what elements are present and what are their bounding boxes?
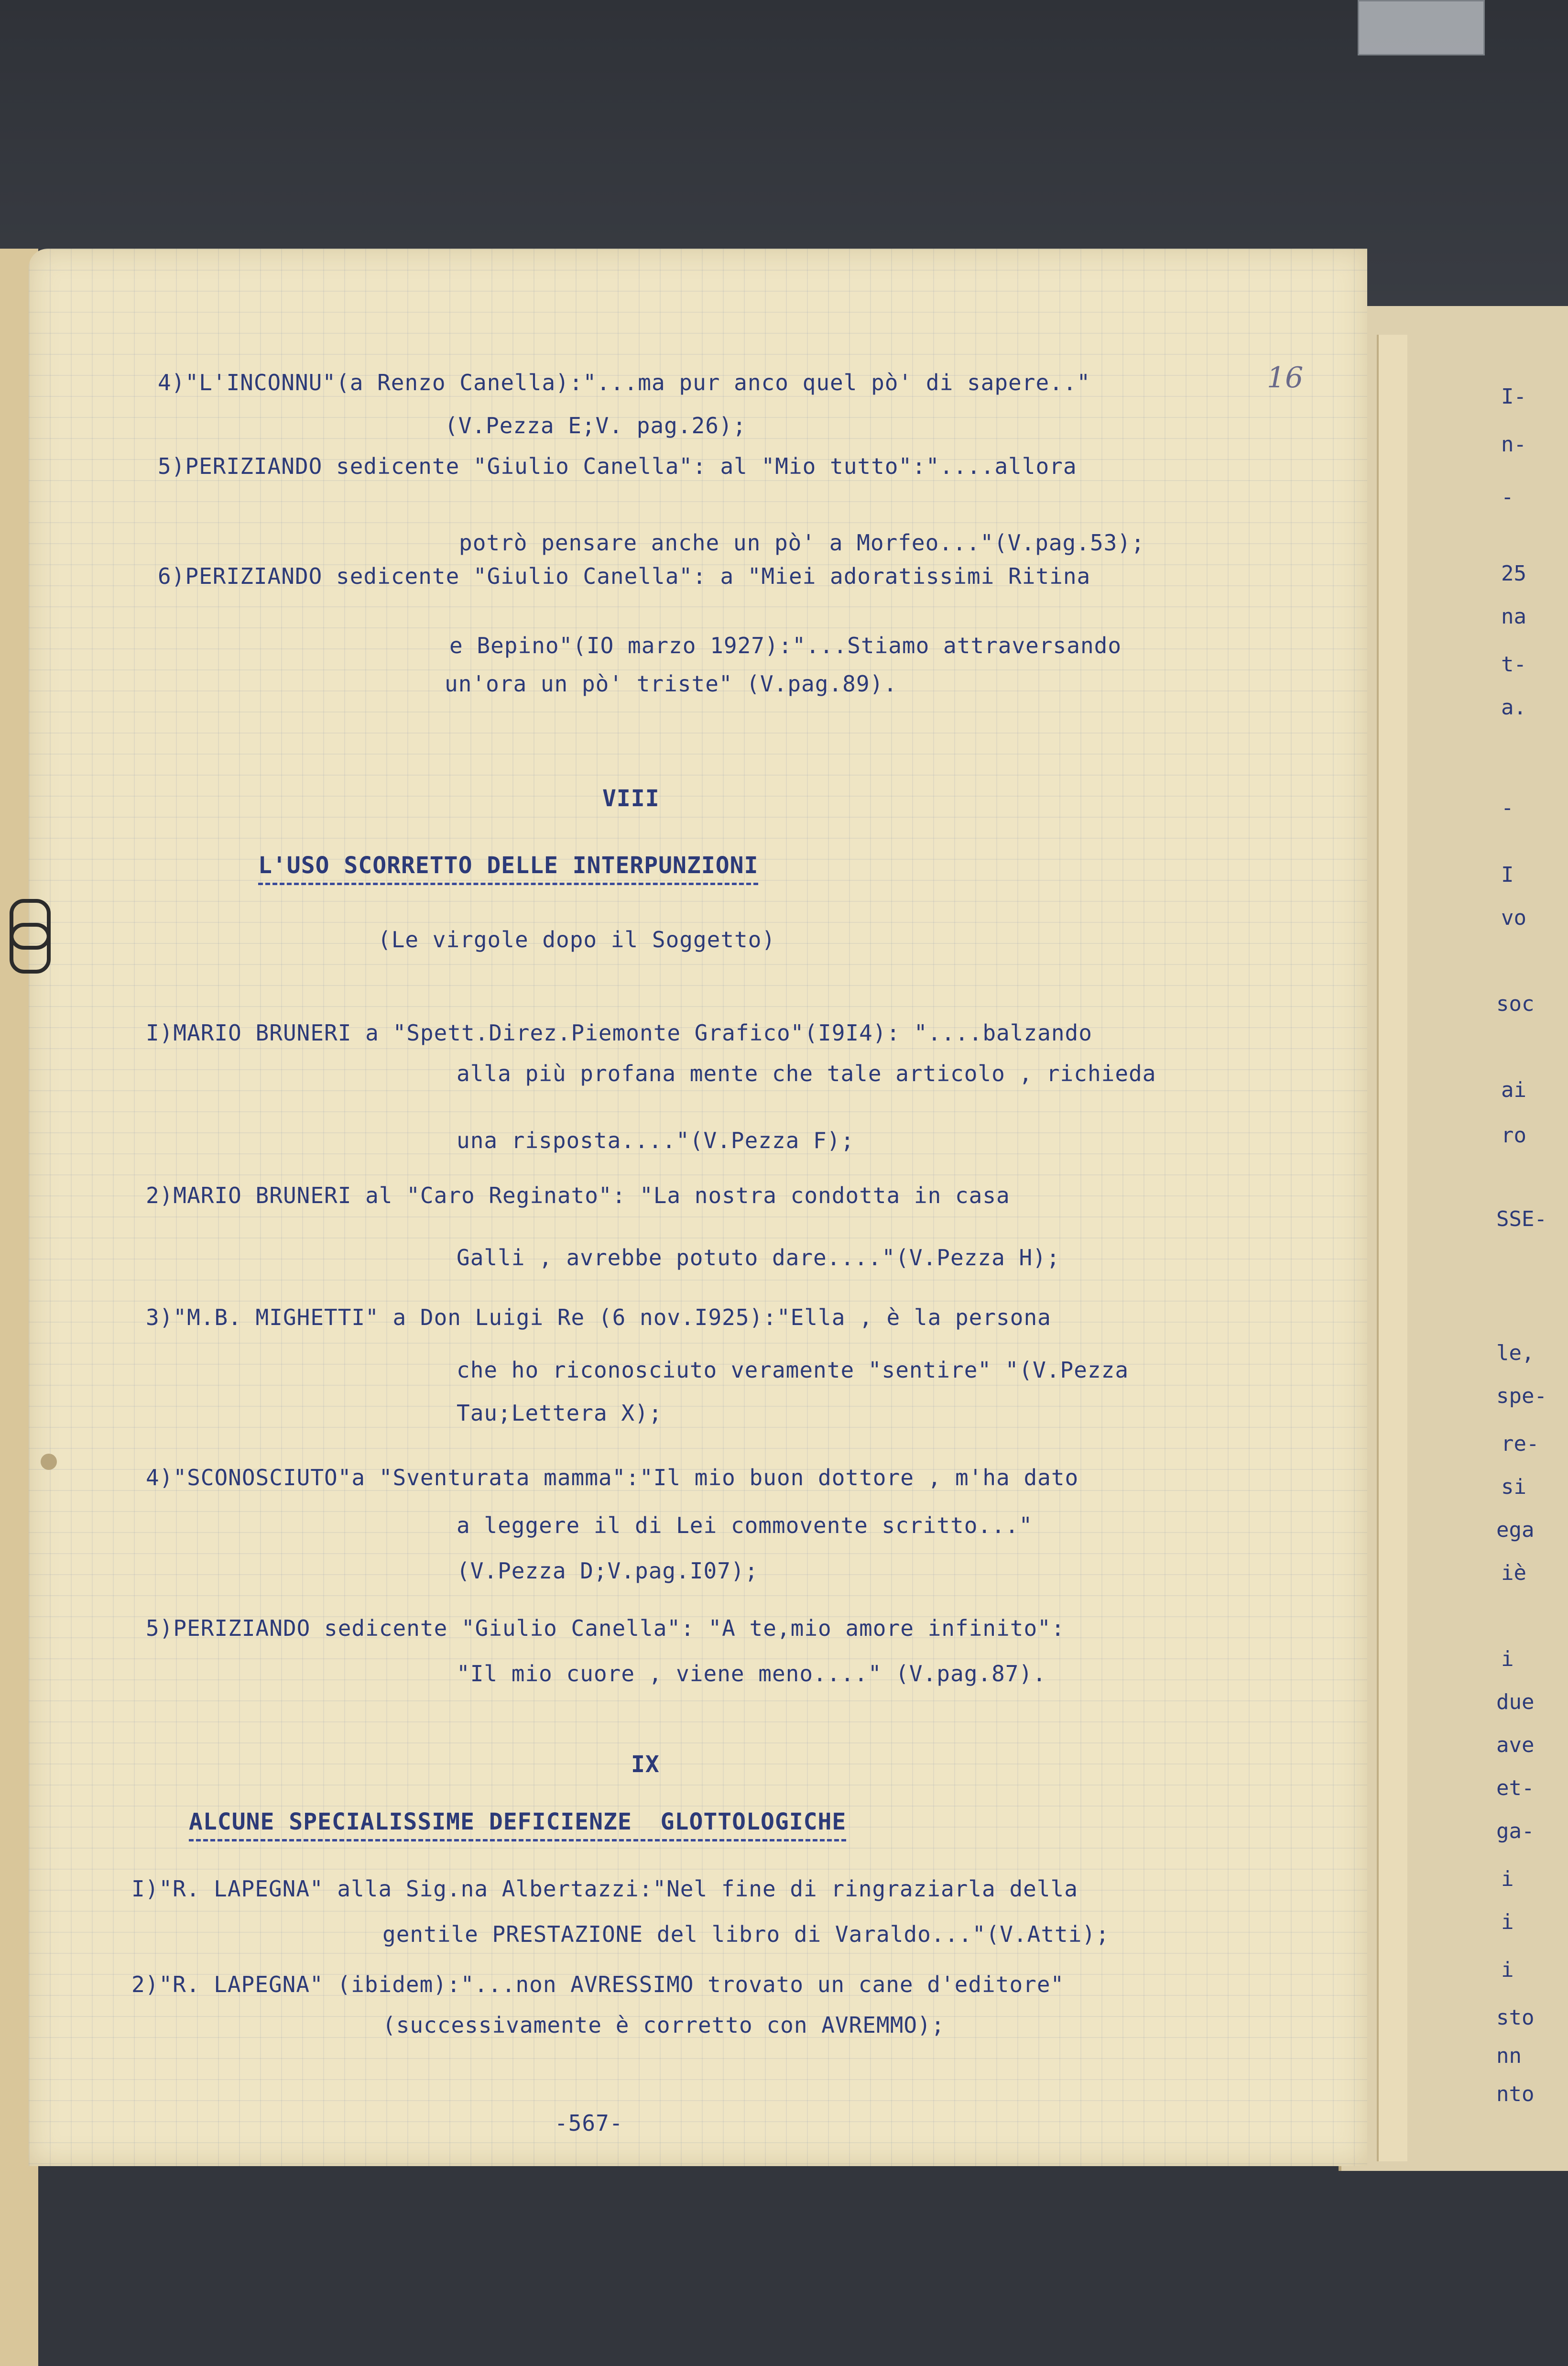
- margin-fragment: 25: [1501, 561, 1526, 586]
- margin-fragment: na: [1501, 604, 1526, 629]
- margin-fragment: t-: [1501, 652, 1526, 677]
- margin-fragment: i: [1501, 1647, 1514, 1671]
- text-line: 6)PERIZIANDO sedicente "Giulio Canella": a "Miei adoratissimi Ritina: [158, 563, 1091, 589]
- text-line: (successivamente è corretto con AVREMMO);: [382, 2012, 945, 2038]
- text-line: Tau;Lettera X);: [457, 1400, 663, 1426]
- margin-fragment: due: [1496, 1690, 1535, 1714]
- text-line: I)"R. LAPEGNA" alla Sig.na Albertazzi:"Nel fine di ringraziarla della: [131, 1876, 1078, 1902]
- text-line: I)MARIO BRUNERI a "Spett.Direz.Piemonte Grafico"(I9I4): "....balzando: [146, 1020, 1092, 1046]
- margin-fragment: i: [1501, 1958, 1514, 1982]
- margin-fragment: SSE-: [1496, 1207, 1547, 1231]
- margin-fragment: re-: [1501, 1432, 1539, 1456]
- text-line: 3)"M.B. MIGHETTI" a Don Luigi Re (6 nov.I925):"Ella , è la persona: [146, 1304, 1051, 1330]
- margin-fragment: le,: [1496, 1341, 1535, 1365]
- underlying-pages: [1339, 306, 1568, 2171]
- section-number: IX: [631, 1751, 660, 1778]
- text-line: 4)"L'INCONNU"(a Renzo Canella):"...ma pur anco quel pò' di sapere..": [158, 370, 1091, 395]
- text-line: (V.Pezza D;V.pag.I07);: [457, 1558, 759, 1584]
- section-title: L'USO SCORRETTO DELLE INTERPUNZIONI: [258, 851, 758, 885]
- margin-fragment: nto: [1496, 2082, 1535, 2106]
- margin-fragment: i: [1501, 1867, 1514, 1891]
- margin-fragment: I-: [1501, 384, 1526, 409]
- margin-fragment: vo: [1501, 906, 1526, 930]
- margin-fragment: ai: [1501, 1078, 1526, 1102]
- text-line: e Bepino"(IO marzo 1927):"...Stiamo attraversando: [449, 633, 1122, 658]
- text-line: 4)"SCONOSCIUTO"a "Sventurata mamma":"Il mio buon dottore , m'ha dato: [146, 1465, 1079, 1490]
- section-title: ALCUNE SPECIALISSIME DEFICIENZE GLOTTOLOGICHE: [189, 1807, 846, 1841]
- margin-fragment: soc: [1496, 992, 1535, 1016]
- margin-fragment: ave: [1496, 1733, 1535, 1757]
- text-line: che ho riconosciuto veramente "sentire" "(V.Pezza: [457, 1357, 1129, 1383]
- margin-fragment: -: [1501, 796, 1514, 820]
- section-subtitle: (Le virgole dopo il Soggetto): [378, 927, 776, 953]
- margin-fragment: nn: [1496, 2044, 1522, 2068]
- text-line: un'ora un pò' triste" (V.pag.89).: [445, 671, 897, 697]
- margin-fragment: a.: [1501, 695, 1526, 720]
- text-line: Galli , avrebbe potuto dare...."(V.Pezza H);: [457, 1245, 1060, 1271]
- text-line: a leggere il di Lei commovente scritto...": [457, 1512, 1033, 1538]
- binder-ring: [10, 923, 51, 974]
- margin-fragment: ro: [1501, 1123, 1526, 1148]
- text-line: gentile PRESTAZIONE del libro di Varaldo..."(V.Atti);: [382, 1921, 1110, 1947]
- margin-fragment: ega: [1496, 1518, 1535, 1542]
- page-number: -567-: [555, 2110, 623, 2136]
- text-line: 2)MARIO BRUNERI al "Caro Reginato": "La nostra condotta in casa: [146, 1183, 1010, 1208]
- folio-number: 16: [1267, 361, 1304, 394]
- margin-fragment: sto: [1496, 2005, 1535, 2030]
- text-line: (V.Pezza E;V. pag.26);: [445, 413, 747, 438]
- text-line: 2)"R. LAPEGNA" (ibidem):"...non AVRESSIMO trovato un cane d'editore": [131, 1972, 1065, 1997]
- text-line: alla più profana mente che tale articolo , richieda: [457, 1061, 1156, 1086]
- margin-fragment: iè: [1501, 1561, 1526, 1585]
- margin-fragment: n-: [1501, 432, 1526, 457]
- margin-fragment: spe-: [1496, 1384, 1547, 1408]
- underlying-page-edge: [1377, 335, 1407, 2161]
- text-line: potrò pensare anche un pò' a Morfeo..."(V.pag.53);: [459, 530, 1145, 556]
- text-line: "Il mio cuore , viene meno...." (V.pag.87).: [457, 1661, 1046, 1687]
- text-line: una risposta...."(V.Pezza F);: [457, 1128, 855, 1153]
- margin-fragment: i: [1501, 1910, 1514, 1934]
- text-line: 5)PERIZIANDO sedicente "Giulio Canella": "A te,mio amore infinito":: [146, 1615, 1065, 1641]
- margin-fragment: ga-: [1496, 1819, 1535, 1843]
- margin-fragment: I: [1501, 863, 1514, 887]
- margin-fragment: si: [1501, 1475, 1526, 1499]
- tape-label: [1358, 0, 1485, 55]
- margin-fragment: et-: [1496, 1776, 1535, 1800]
- punch-hole: [41, 1454, 57, 1470]
- section-number: VIII: [602, 785, 660, 812]
- margin-fragment: -: [1501, 485, 1514, 509]
- text-line: 5)PERIZIANDO sedicente "Giulio Canella": al "Mio tutto":"....allora: [158, 453, 1077, 479]
